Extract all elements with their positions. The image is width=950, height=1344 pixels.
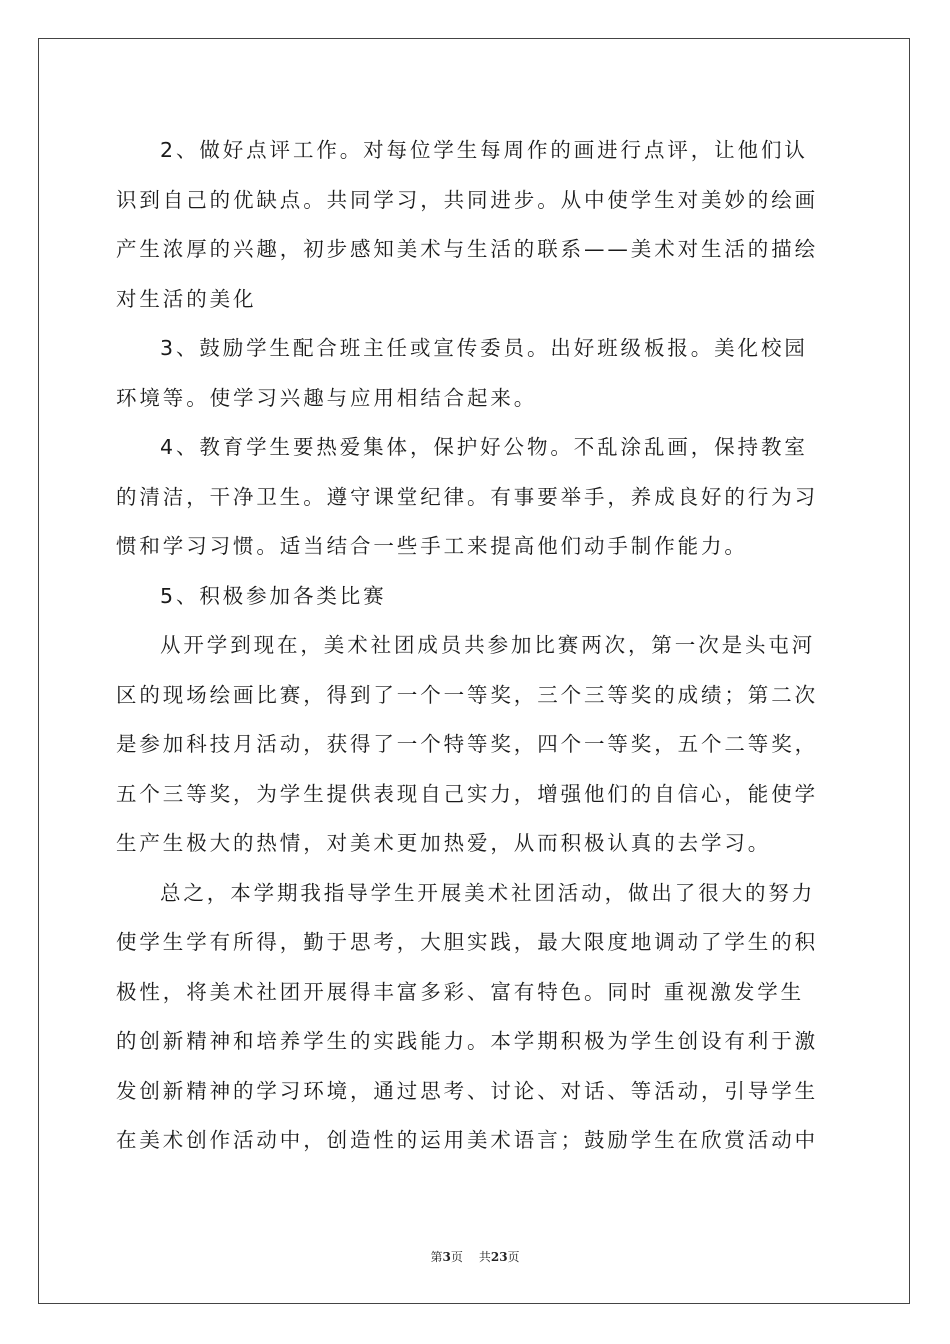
footer-total-unit: 页 bbox=[507, 1250, 520, 1264]
text-line: 识到自己的优缺点。共同学习，共同进步。从中使学生对美妙的绘画 bbox=[116, 187, 818, 212]
text-line: 区的现场绘画比赛，得到了一个一等奖，三个三等奖的成绩；第二次 bbox=[116, 682, 818, 707]
text-line: 产生浓厚的兴趣，初步感知美术与生活的联系——美术对生活的描绘 bbox=[116, 237, 818, 261]
text-line: 总之，本学期我指导学生开展美术社团活动，做出了很大的努力 bbox=[160, 880, 816, 905]
text-line: 五个三等奖，为学生提供表现自己实力，增强他们的自信心，能使学 bbox=[116, 781, 818, 806]
text-line: 发创新精神的学习环境，通过思考、讨论、对话、等活动，引导学生 bbox=[116, 1078, 818, 1103]
text-line: 使学生学有所得，勤于思考，大胆实践，最大限度地调动了学生的积 bbox=[116, 930, 818, 954]
text-line: 生产生极大的热情，对美术更加热爱，从而积极认真的去学习。 bbox=[116, 831, 772, 855]
footer-total-prefix: 共 bbox=[478, 1250, 491, 1264]
current-page-number: 3 bbox=[442, 1250, 451, 1264]
text-line: 5、积极参加各类比赛 bbox=[160, 583, 387, 608]
text-line: 从开学到现在，美术社团成员共参加比赛两次，第一次是头屯河 bbox=[160, 633, 816, 657]
text-line: 在美术创作活动中，创造性的运用美术语言；鼓励学生在欣赏活动中 bbox=[116, 1128, 818, 1152]
text-line: 极性，将美术社团开展得丰富多彩、富有特色。同时 重视激发学生 bbox=[116, 979, 805, 1004]
text-line: 是参加科技月活动，获得了一个特等奖，四个一等奖，五个二等奖， bbox=[116, 732, 818, 756]
text-line: 的清洁，干净卫生。遵守课堂纪律。有事要举手，养成良好的行为习 bbox=[116, 484, 818, 509]
document-body bbox=[116, 126, 836, 1166]
footer-page-unit: 页 bbox=[450, 1250, 463, 1264]
text-line: 4、教育学生要热爱集体，保护好公物。不乱涂乱画，保持教室 bbox=[160, 435, 808, 459]
text-line: 惯和学习习惯。适当结合一些手工来提高他们动手制作能力。 bbox=[116, 534, 748, 558]
total-page-count: 23 bbox=[490, 1250, 508, 1264]
text-line: 的创新精神和培养学生的实践能力。本学期积极为学生创设有利于激 bbox=[116, 1029, 818, 1053]
page-footer bbox=[0, 1249, 950, 1265]
text-line: 2、做好点评工作。对每位学生每周作的画进行点评，让他们认 bbox=[160, 138, 808, 162]
footer-prefix: 第 bbox=[430, 1250, 443, 1264]
text-line: 对生活的美化 bbox=[116, 286, 257, 311]
text-line: 环境等。使学习兴趣与应用相结合起来。 bbox=[116, 385, 538, 410]
text-line: 3、鼓励学生配合班主任或宣传委员。出好班级板报。美化校园 bbox=[160, 336, 808, 360]
